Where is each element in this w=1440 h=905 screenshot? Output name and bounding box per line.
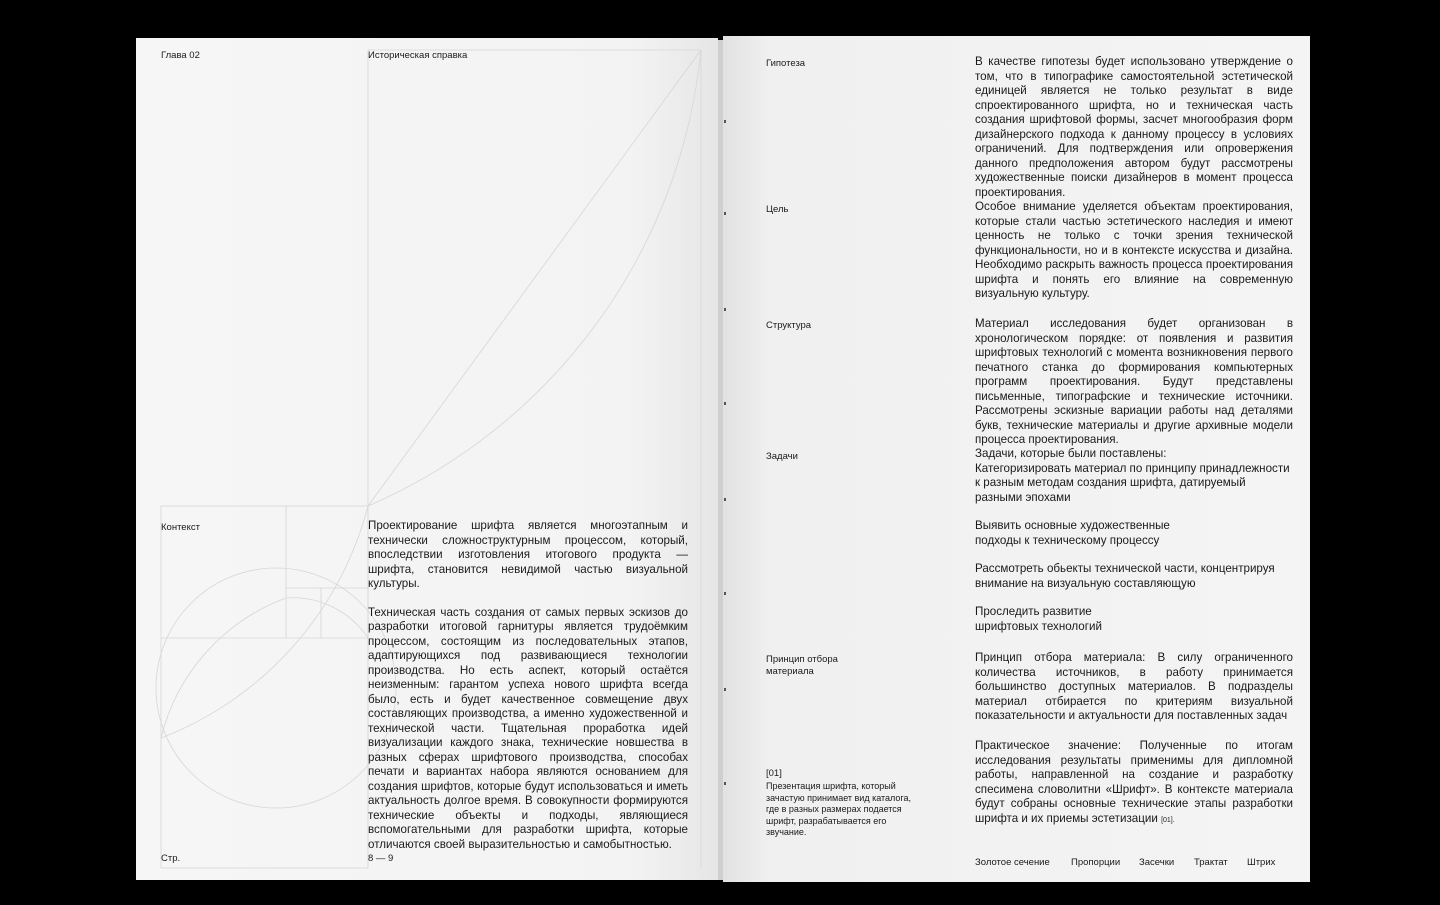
stitch-mark	[724, 308, 726, 311]
stitch-mark	[724, 592, 726, 595]
tasks-block	[975, 447, 1293, 634]
nav-serifs[interactable]: Засечки	[1139, 857, 1175, 868]
task-item: Выявить основные художественные подходы к техническому процессу	[975, 519, 1170, 547]
context-paragraph: Проектирование шрифта является многоэтапным и технически сложноструктурным процессом, который, впоследствии изготовления итогового продукта — шрифта, становится невидимой частью визуальной культуры.	[368, 519, 688, 590]
nav-treatise[interactable]: Трактат	[1194, 857, 1228, 868]
stitch-mark	[724, 688, 726, 691]
goal-text: Особое внимание уделяется объектам проектирования, которые стали частью эстетического наследия и имеют ценность не только с точки зрения технической функциональности, но и в контексте искусства и дизайна. Необходимо раскрыть важность процесса проектирования шрифта и понять его влияние на современную визуальную культуру.	[975, 200, 1293, 300]
tasks-intro: Задачи, которые были поставлены:	[975, 447, 1167, 460]
practical-significance-body: Практическое значение: Полученные по итогам исследования результаты применимы для дипломной работы, направленной на создание и разработку спесимена словолитни «Шрифт». В контексте материала будут собраны основные технические этапы разработки шрифта и их приемы эстетизации	[975, 739, 1293, 825]
task-item: Категоризировать материал по принципу принадлежности к разным методам создания шрифта, датируемый разными эпохами	[975, 461, 1290, 504]
nav-proportions[interactable]: Пропорции	[1071, 857, 1121, 868]
nav-stroke[interactable]: Штрих	[1247, 857, 1276, 868]
stitch-mark	[724, 402, 726, 405]
context-text	[368, 519, 688, 852]
context-paragraph: Техническая часть создания от самых первых эскизов до разработки итоговой гарнитуры является трудоёмким процессом, состоящим из последовательных этапов, адаптирующихся под развивающиеся технологии производства. Но есть аспект, который остаётся неизменным: гарантом успеха нового шрифта всегда было, есть и будет качественное совмещение двух составляющих производства, а именно художественной и технической части. Тщательная проработка идей визуализации каждого знака, технические новшества в разных сферах шрифтового производства, способах печати и вариантах набора являются основанием для создания шрифтов, которые будут использоваться и иметь актуальность долгое время. В совокупности формируются технические объекты и подходы, являющиеся вспомогательными для разработки шрифта, которые отличаются своей выразительностью и самобытностью.	[368, 605, 688, 851]
nav-golden-ratio[interactable]: Золотое сечение	[975, 857, 1050, 868]
page-label: Стр.	[161, 853, 181, 864]
selection-principle-text: Принцип отбора материала: В силу ограниченного количества источников, в работу принимается большинство доступных материалов. В подразделы материал отбирается по критериям визуальной показательности и актуальности для поставленных задач	[975, 651, 1293, 722]
structure-text: Материал исследования будет организован в хронологическом порядке: от появления и развития шрифтовых технологий с момента возникновения первого печатного станка до формирования компьютерных программ проектирования. Будут представлены письменные, типографские и технические источники. Рассмотрены эскизные вариации работы над деталями букв, технические материалы и другие архивные модели процесса проектирования.	[975, 317, 1293, 446]
context-label: Контекст	[161, 522, 200, 533]
left-page	[136, 38, 718, 880]
tasks-label: Задачи	[766, 451, 798, 462]
hypothesis-text: В качестве гипотезы будет использовано утверждение о том, что в типографике самостоятельной эстетической единицей является не только результат в виде спроектированного шрифта, но и техническая часть создания шрифтовой формы, засчет многообразия форм дизайнерского подхода к данному процессу в условиях ограничений. Для подтверждения или опровержения данного предположения автором будут рассмотрены художественные поиски дизайнеров в момент процесса проектирования.	[975, 55, 1293, 199]
stitch-mark	[724, 120, 726, 123]
stitch-mark	[724, 782, 726, 785]
page-numbers: 8 — 9	[368, 853, 394, 864]
structure-label: Структура	[766, 320, 812, 331]
chapter-label: Глава 02	[161, 50, 200, 61]
goal-label: Цель	[766, 204, 789, 215]
section-title: Историческая справка	[368, 50, 468, 61]
stitch-mark	[724, 498, 726, 501]
stitch-mark	[724, 212, 726, 215]
practical-significance-text	[975, 739, 1293, 828]
task-item: Рассмотреть обьекты технической части, концентрируя внимание на визуальную составляющую	[975, 562, 1275, 590]
right-page	[723, 36, 1310, 882]
task-item: Проследить развитие шрифтовых технологий	[975, 605, 1102, 633]
footnote-text: Презентация шрифта, который зачастую принимает вид каталога, где в разных размерах подается шрифт, разрабатывается его звучание.	[766, 781, 912, 837]
selection-principle-label: Принцип отбора материала	[766, 654, 838, 677]
hypothesis-label: Гипотеза	[766, 58, 806, 69]
footnote-ref: [01].	[1161, 816, 1175, 824]
footnote-number: [01]	[766, 768, 782, 779]
